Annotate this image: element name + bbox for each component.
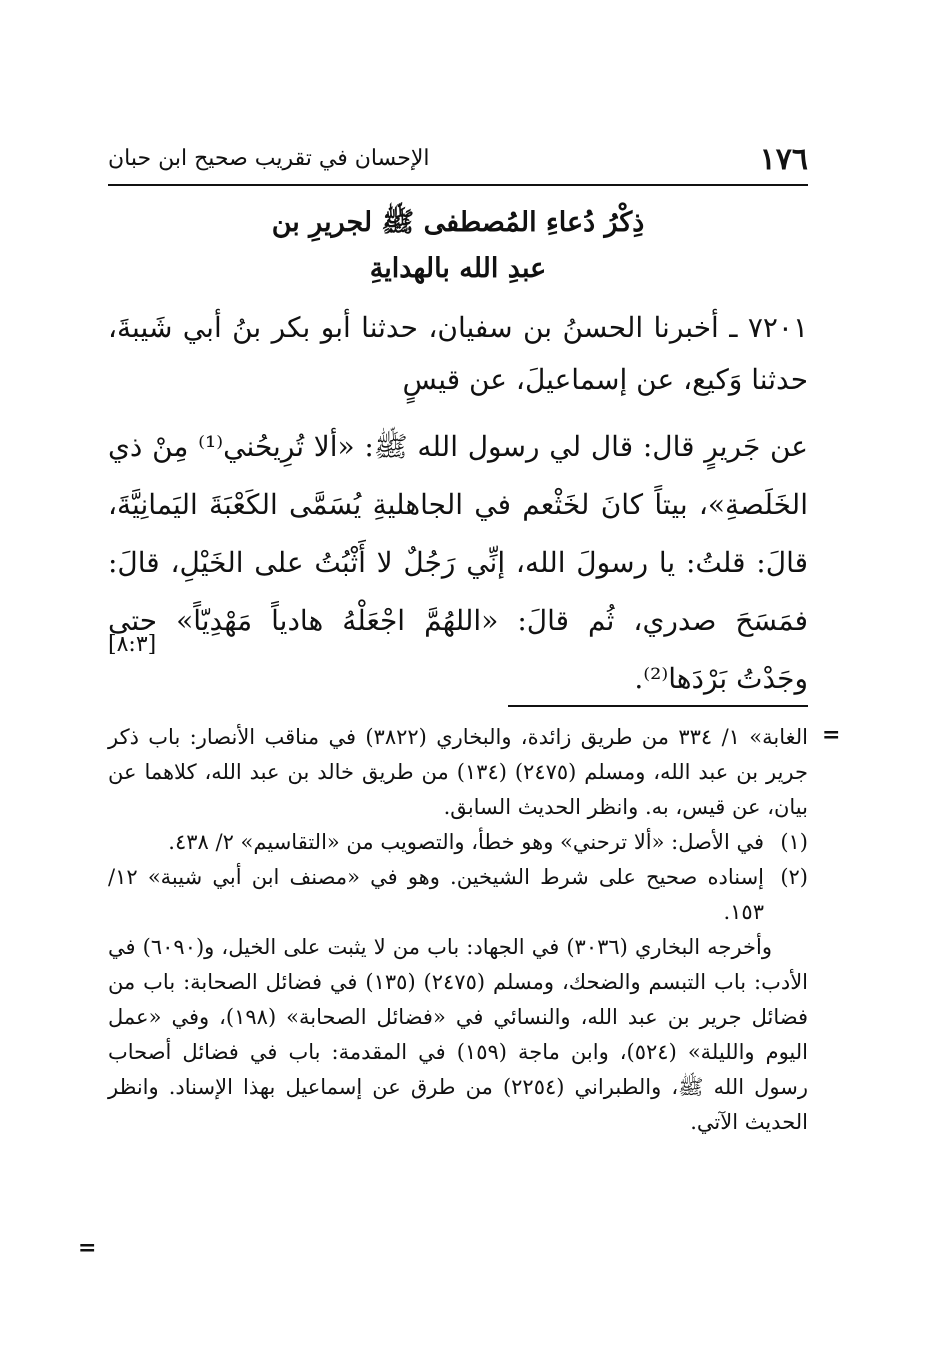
continuation-marker: = bbox=[822, 722, 841, 748]
running-title: الإحسان في تقريب صحيح ابن حبان bbox=[108, 146, 430, 171]
footnote-continuation: الغابة» ١/ ٣٣٤ من طريق زائدة، والبخاري (٣٨٢٢) في مناقب الأنصار: باب ذكر جرير بن عبد الله، ومسلم (٢٤٧٥) (١٣٤) من طريق خالد بن عبد الله، كلاهما عن بيان، عن قيس، به. وانظر الحديث السابق. bbox=[108, 725, 808, 819]
hadith-isnad: ٧٢٠١ ـ أخبرنا الحسنُ بن سفيان، حدثنا أبو بكر بنُ أبي شَيبةَ، حدثنا وَكيع، عن إسماعيلَ، عن قيسٍ bbox=[108, 311, 808, 396]
hadith-reference: [٨:٣] bbox=[108, 632, 157, 657]
chapter-title bbox=[108, 200, 808, 292]
footnote-text: في الأصل: «ألا ترحني» وهو خطأ، والتصويب من «التقاسيم» ٢/ ٤٣٨. bbox=[168, 830, 764, 854]
footnote-2-paragraph-2: وأخرجه البخاري (٣٠٣٦) في الجهاد: باب من لا يثبت على الخيل، و(٦٠٩٠) في الأدب: باب التبسم والضحك، ومسلم (٢٤٧٥) (١٣٥) في فضائل الصحابة: باب من فضائل جرير بن عبد الله، والنسائي في «فضائل الصحابة» (١٩٨)، وفي «عمل اليوم والليلة» (٥٢٤)، وابن ماجة (١٥٩) في المقدمة: باب في فضائل أصحاب رسول الله ﷺ، والطبراني (٢٢٥٤) من طرق عن إسماعيل بهذا الإسناد. وانظر الحديث الآتي. bbox=[108, 935, 809, 1134]
hadith-text bbox=[108, 302, 808, 708]
footnote-number: (١) bbox=[780, 830, 808, 854]
page-number: ١٧٦ bbox=[759, 142, 808, 177]
footnotes bbox=[108, 720, 808, 1140]
hadith-matn: عن جَريرٍ قال: قال لي رسول الله ﷺ: «ألا تُرِيحُني⁽¹⁾ مِنْ ذي الخَلَصةِ»، بيتاً كانَ لخَثْعم في الجاهليةِ يُسَمَّى الكَعْبَةَ اليَمانِيَّةَ، قالَ: قلتُ: يا رسولَ الله، إنِّي رَجُلٌ لا أَثْبُتُ على الخَيْلِ، قالَ: فمَسَحَ صدري، ثُم قالَ: «اللهُمَّ اجْعَلْهُ هادياً مَهْدِيّاً» حتى وجَدْتُ بَرْدَها⁽²⁾. bbox=[108, 430, 809, 695]
footnote-text: إسناده صحيح على شرط الشيخين. وهو في «مصنف ابن أبي شيبة» ١٢/ ١٥٣. bbox=[108, 865, 764, 924]
chapter-title-line-2: عبدِ الله بالهدايةِ bbox=[369, 253, 547, 284]
footnote-1 bbox=[108, 825, 808, 860]
footnote-divider bbox=[508, 705, 808, 707]
chapter-title-line-1: ذِكْرُ دُعاءِ المُصطفى ﷺ لجريرِ بن bbox=[271, 207, 645, 238]
footnote-number: (٢) bbox=[780, 865, 808, 889]
continuation-marker-end: = bbox=[78, 1235, 97, 1261]
footnote-2 bbox=[108, 860, 808, 930]
page-header bbox=[108, 140, 808, 186]
